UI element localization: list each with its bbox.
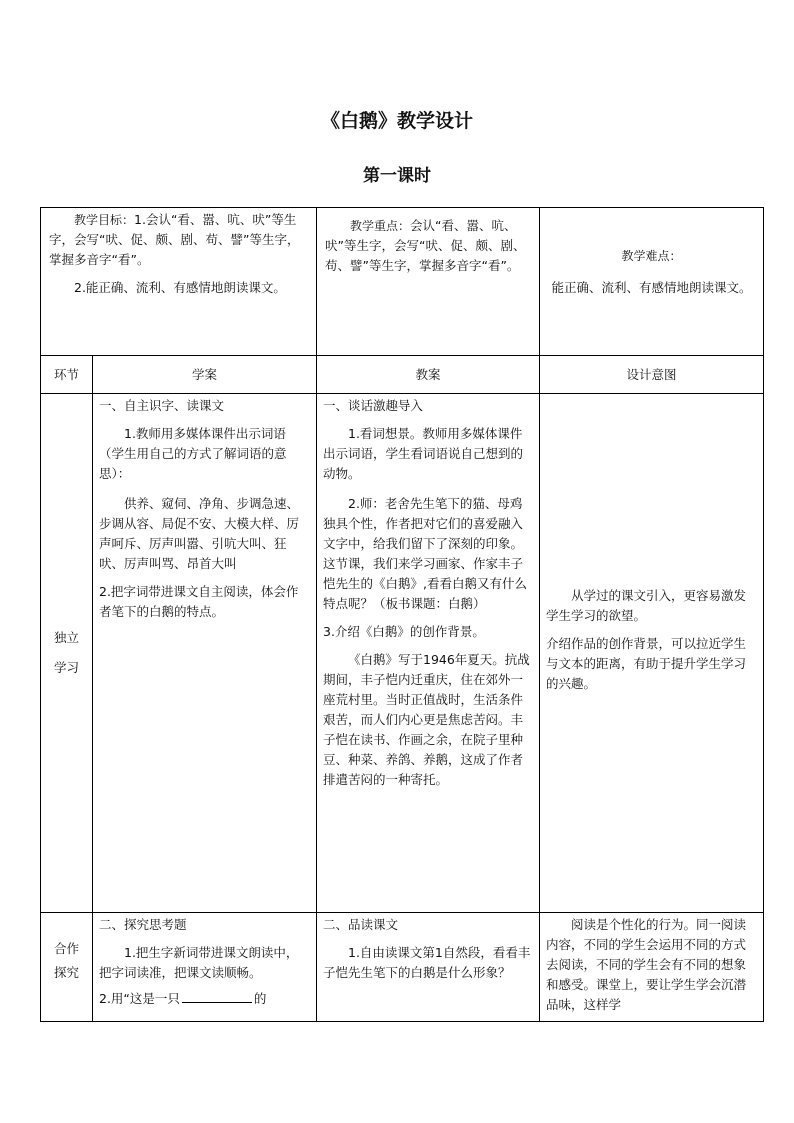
header-study-plan: 学案 [92,355,317,394]
section2-teach-para-1: 1.自由读课文第1自然段，看看丰子恺先生笔下的白鹅是什么形象？ [323,945,531,980]
header-teaching-plan: 教案 [316,355,540,394]
section1-intent-para-2: 介绍作品的创作背景，可以拉近学生与文本的距离，有助于提升学生学习的兴趣。 [546,636,747,691]
difficulty-cell [539,207,764,356]
document-title: 《白鹅》教学设计 [320,110,473,132]
section2-study-plan [92,912,317,1022]
fill-in-blank [182,989,252,1003]
section1-teach-para-4: 《白鹅》写于1946年夏天。抗战期间，丰子恺内迁重庆，住在郊外一座荒村里。当时正值战时，生活条件艰苦，而人们内心更是焦虑苦闷。丰子恺在读书、作画之余，在院子里种豆、种菜、养鸽、养鹅，这成了作者排遣苦闷的一种寄托。 [323,652,530,787]
teaching-goal-item-2: 2.能正确、流利、有感情地朗读课文。 [74,280,286,295]
difficulty-text: 能正确、流利、有感情地朗读课文。 [551,280,752,295]
section-label-cooperative-inquiry: 合作 探究 [40,912,93,1022]
section1-teach-para-2: 2.师：老舍先生笔下的猫、母鸡独具个性，作者把对它们的喜爱融入文字中，给我们留下了深刻的印象。这节课，我们来学习画家、作家丰子恺先生的《白鹅》,看看白鹅又有什么特点呢？（板书课题：白鹅） [323,496,527,611]
section2-teaching-plan [316,912,540,1022]
section2-study-heading: 二、探究思考题 [99,917,187,932]
section1-teach-para-1: 1.看词想景。教师用多媒体课件出示词语，学生看词语说自己想到的动物。 [323,426,524,481]
section2-study-para-2: 2.用“这是一只 的 [99,991,267,1006]
section2-teach-heading: 二、品读课文 [323,917,399,932]
section1-teach-para-3: 3.介绍《白鹅》的创作背景。 [323,624,485,639]
objectives-cell [40,207,317,356]
teaching-goal-text: 教学目标：1.会认“看、嚣、吭、吠”等生字，会写“吠、促、颇、剧、苟、譬”等生字，掌握多音字“看”。 [49,212,300,267]
difficulty-label: 教学难点： [621,249,682,263]
section2-study-para-1: 1.把生字新词带进课文朗读中，把字词读准，把课文读顺畅。 [99,945,299,980]
section1-study-plan [92,393,317,913]
key-points-text: 教学重点：会认“看、嚣、吭、吠”等生字，会写“吠、促、颇、剧、苟、譬”等生字，掌握多音字“看”。 [325,218,526,273]
section2-design-intent [539,912,764,1022]
teaching-goal-label: 教学目标： [74,213,135,227]
section2-intent-para-1: 阅读是个性化的行为。同一阅读内容，不同的学生会运用不同的方式去阅读，不同的学生会有不同的想象和感受。课堂上，要让学生学会沉潜品味，这样学 [546,917,747,1012]
section1-intent-para-1: 从学过的课文引入，更容易激发学生学习的欲望。 [546,588,747,623]
header-stage: 环节 [40,355,93,394]
key-points-label: 教学重点： [350,219,411,233]
section-label-independent-study: 独立 学习 [40,393,93,913]
section1-study-heading: 一、自主识字、读课文 [99,398,225,413]
section1-study-para-1: 1.教师用多媒体课件出示词语（学生用自己的方式了解词语的意思）： [99,426,287,481]
key-points-cell [316,207,540,356]
section1-design-intent [539,393,764,913]
section1-study-para-2: 2.把字词带进课文自主阅读，体会作者笔下的白鹅的特点。 [99,584,299,619]
section1-teaching-plan [316,393,540,913]
header-design-intent: 设计意图 [539,355,764,394]
section1-vocabulary-list: 供养、窥伺、净角、步调急速、步调从容、局促不安、大模大样、厉声呵斥、厉声叫嚣、引吭大叫、狂吠、厉声叫骂、昂首大叫 [99,496,300,571]
document-subtitle: 第一课时 [363,166,431,186]
section1-teach-heading: 一、谈话激趣导入 [323,398,424,413]
